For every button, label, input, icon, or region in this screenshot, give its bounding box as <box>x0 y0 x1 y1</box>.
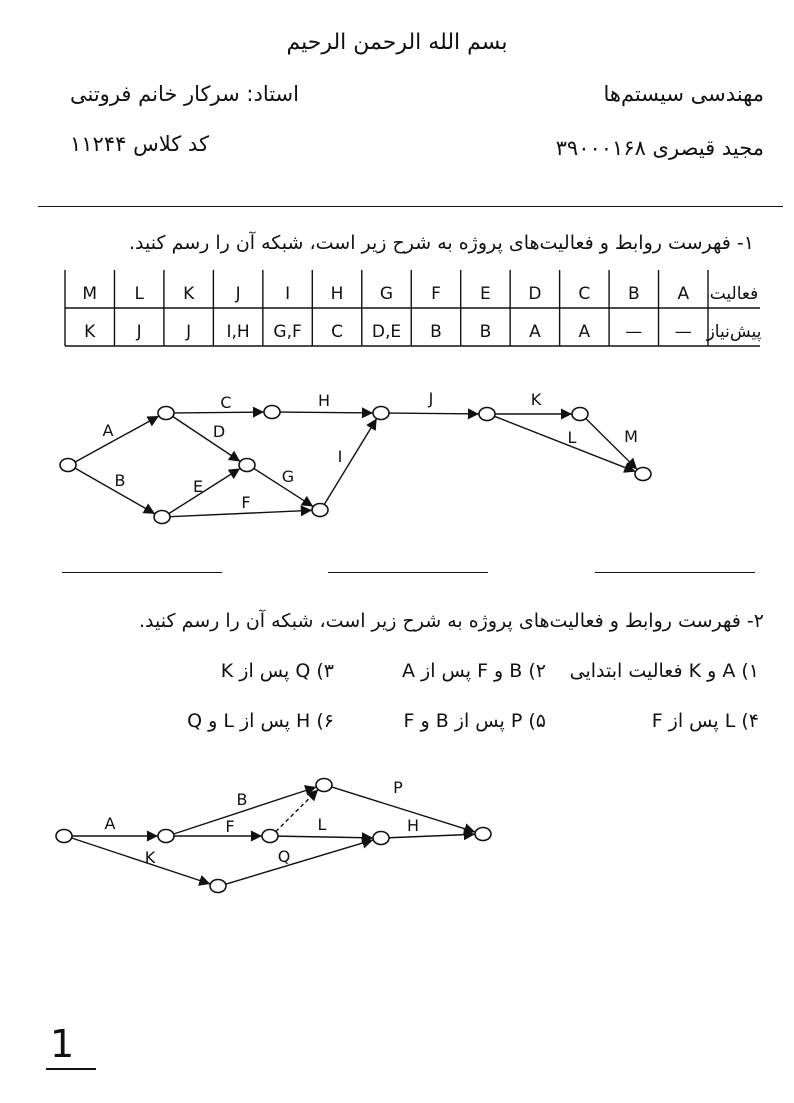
activity-edge <box>389 834 475 837</box>
question-2-title: ۲- فهرست روابط و فعالیت‌های پروژه به شرح زیر است، شبکه آن را رسم کنید. <box>139 610 764 632</box>
page-number: 1 <box>50 1022 75 1066</box>
table-cell-activity: D <box>528 284 542 304</box>
table-cell-predecessor: — <box>674 322 692 342</box>
table-cell-activity: F <box>431 284 441 304</box>
network-node <box>373 832 389 845</box>
edge-label: A <box>104 814 116 833</box>
edge-label: B <box>114 471 126 490</box>
edge-label: K <box>530 390 542 409</box>
edge-label: M <box>624 427 638 446</box>
edge-label: I <box>337 447 343 466</box>
dummy-activity-edge <box>276 789 318 831</box>
table-cell-activity: J <box>235 284 241 304</box>
question-1-title: ۱- فهرست روابط و فعالیت‌های پروژه به شرح زیر است، شبکه آن را رسم کنید. <box>129 232 754 254</box>
table-cell-activity: M <box>82 284 98 304</box>
table-cell-predecessor: I,H <box>226 322 250 342</box>
edge-label: F <box>241 493 251 512</box>
edge-label: C <box>220 393 232 412</box>
edge-label: B <box>236 790 248 809</box>
page-number-underline <box>46 1068 96 1070</box>
edge-label: H <box>317 391 331 410</box>
table-cell-predecessor: A <box>578 322 591 342</box>
bismillah-heading: بسم الله الرحمن الرحیم <box>286 30 508 55</box>
condition-2: ۲) B و F پس از A <box>401 660 546 682</box>
edge-label: H <box>406 816 420 835</box>
table-cell-predecessor: K <box>84 322 96 342</box>
class-code: کد کلاس ۱۱۲۴۴ <box>70 132 209 156</box>
activity-edge <box>72 838 211 884</box>
table-cell-activity: B <box>627 284 640 304</box>
condition-4: ۴) L پس از F <box>651 710 759 732</box>
edge-label: P <box>393 778 403 797</box>
student-info: مجید قیصری ۳۹۰۰۰۱۶۸ <box>555 136 764 160</box>
edge-label: L <box>317 815 327 834</box>
activity-edge <box>332 787 476 832</box>
condition-6: ۶) H پس از L و Q <box>187 710 334 732</box>
table-cell-predecessor: J <box>186 322 192 342</box>
table-cell-predecessor: G,F <box>273 322 302 342</box>
table-cell-predecessor: D,E <box>371 322 402 342</box>
table-cell-predecessor: B <box>479 322 492 342</box>
network-node <box>158 830 174 843</box>
table-cell-predecessor: C <box>331 322 343 342</box>
table-cell-activity: A <box>677 284 690 304</box>
professor-name: استاد: سرکار خانم فروتنی <box>70 82 299 106</box>
edge-label: L <box>567 428 577 447</box>
table-cell-activity: H <box>330 284 344 304</box>
network-node <box>475 828 491 841</box>
table-cell-predecessor: — <box>625 322 643 342</box>
table-cell-activity: L <box>134 284 144 304</box>
network-node <box>316 779 332 792</box>
table-header-predecessor: پیش‌نیاز <box>706 322 762 342</box>
edge-label: Q <box>277 847 291 866</box>
table-header-activity: فعالیت <box>709 284 759 304</box>
edge-label: G <box>281 467 295 486</box>
course-name: مهندسی سیستم‌ها <box>603 82 764 106</box>
edge-label: E <box>192 477 204 496</box>
table-cell-activity: C <box>578 284 591 304</box>
network-2-labels <box>105 778 419 867</box>
edge-label: D <box>212 422 226 441</box>
condition-5: ۵) P پس از B و F <box>403 710 546 732</box>
edge-label: A <box>102 421 114 440</box>
table-cell-activity: I <box>285 284 291 304</box>
condition-1: ۱) A و K فعالیت ابتدایی <box>569 660 759 682</box>
table-cell-activity: E <box>480 284 491 304</box>
activity-edge <box>226 840 374 884</box>
network-node <box>56 830 72 843</box>
edge-label: J <box>428 389 434 408</box>
activity-edge <box>278 836 373 838</box>
network-node <box>262 830 278 843</box>
table-cell-activity: G <box>379 284 394 304</box>
edge-label: F <box>225 817 235 836</box>
table-cell-activity: K <box>183 284 195 304</box>
table-cell-predecessor: A <box>529 322 541 342</box>
table-cell-predecessor: J <box>136 322 142 342</box>
condition-3: ۳) Q پس از K <box>220 660 334 682</box>
edge-label: K <box>144 848 156 867</box>
table-cell-predecessor: B <box>430 322 442 342</box>
network-node <box>210 880 226 893</box>
